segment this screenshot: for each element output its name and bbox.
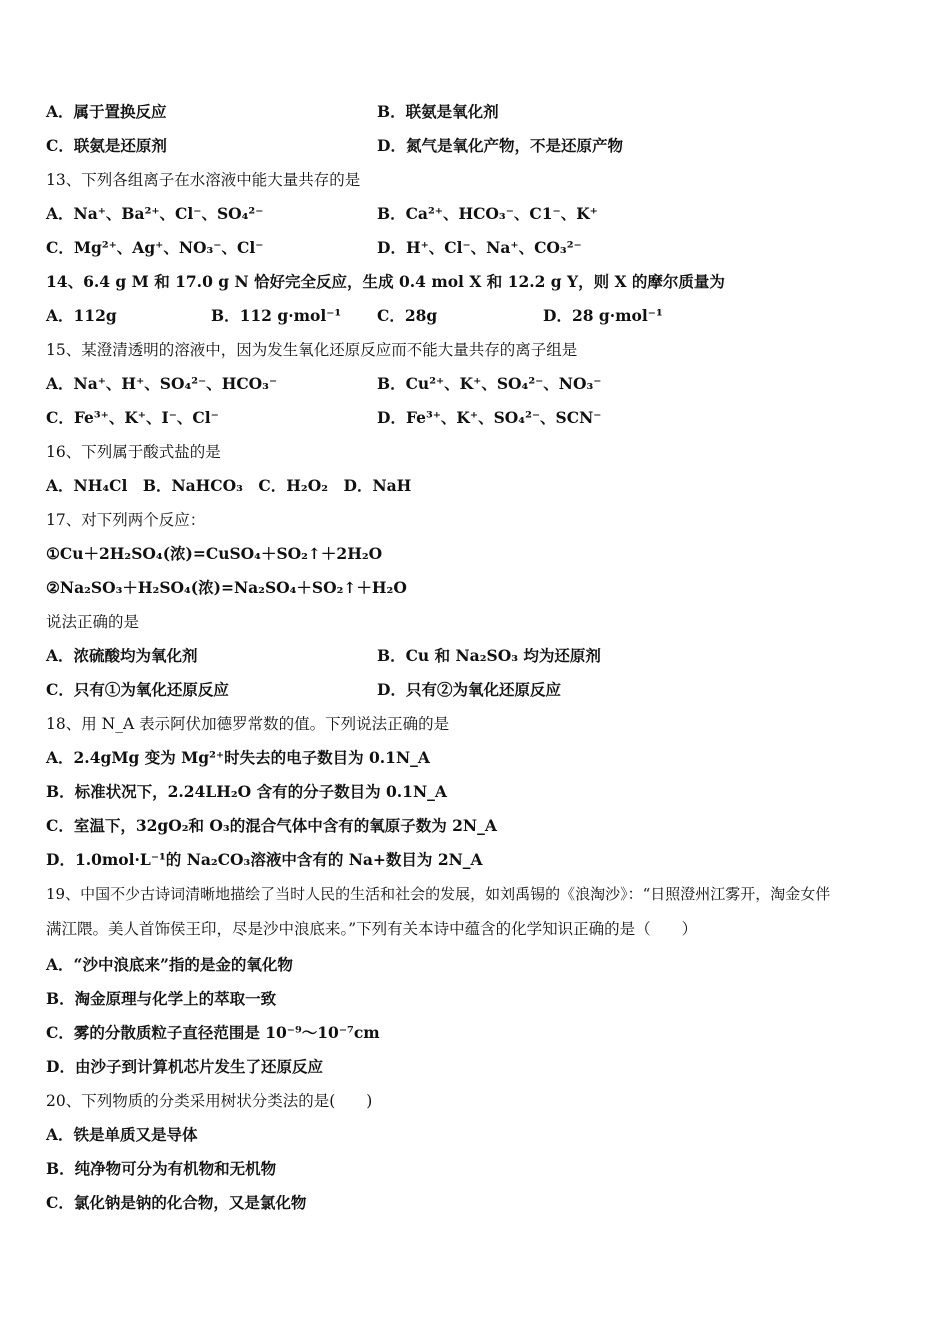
q12-option-a: A．属于置换反应 <box>46 102 167 121</box>
q13-option-c: C．Mg²⁺、Ag⁺、NO₃⁻、Cl⁻ <box>46 238 264 257</box>
q13-option-a: A．Na⁺、Ba²⁺、Cl⁻、SO₄²⁻ <box>46 204 264 223</box>
q17-option-c: C．只有①为氧化还原反应 <box>46 680 229 699</box>
q16-stem: 16、下列属于酸式盐的是 <box>46 443 221 461</box>
q19-option-c: C．雾的分散质粒子直径范围是 10⁻⁹～10⁻⁷cm <box>46 1023 380 1042</box>
q17-option-d: D．只有②为氧化还原反应 <box>377 680 561 699</box>
q12-option-d: D．氮气是氧化产物，不是还原产物 <box>377 136 623 155</box>
q18-option-c: C．室温下，32gO₂和 O₃的混合气体中含有的氧原子数为 2N_A <box>46 816 497 835</box>
q18-option-d: D．1.0mol·L⁻¹的 Na₂CO₃溶液中含有的 Na+数目为 2N_A <box>46 850 483 869</box>
q13-option-d: D．H⁺、Cl⁻、Na⁺、CO₃²⁻ <box>377 238 582 257</box>
q17-reaction-1: ①Cu＋2H₂SO₄(浓)=CuSO₄＋SO₂↑＋2H₂O <box>46 544 383 563</box>
q20-option-c: C．氯化钠是钠的化合物，又是氯化物 <box>46 1193 307 1212</box>
q18-option-a: A．2.4gMg 变为 Mg²⁺时失去的电子数目为 0.1N_A <box>46 748 430 767</box>
q17-lead: 说法正确的是 <box>46 613 140 631</box>
q14-option-a: A．112g <box>46 306 117 325</box>
q15-option-d: D．Fe³⁺、K⁺、SO₄²⁻、SCN⁻ <box>377 408 602 427</box>
q17-stem: 17、对下列两个反应： <box>46 511 206 529</box>
q15-option-b: B．Cu²⁺、K⁺、SO₄²⁻、NO₃⁻ <box>377 374 602 393</box>
q18-stem: 18、用 N_A 表示阿伏加德罗常数的值。下列说法正确的是 <box>46 715 450 733</box>
q18-option-b: B．标准状况下，2.24LH₂O 含有的分子数目为 0.1N_A <box>46 782 447 801</box>
q17-reaction-2: ②Na₂SO₃＋H₂SO₄(浓)=Na₂SO₄＋SO₂↑＋H₂O <box>46 578 407 597</box>
q14-option-d: D．28 g·mol⁻¹ <box>543 306 663 325</box>
q20-option-a: A．铁是单质又是导体 <box>46 1125 198 1144</box>
q20-stem: 20、下列物质的分类采用树状分类法的是( ) <box>46 1092 373 1110</box>
q12-option-c: C．联氨是还原剂 <box>46 136 167 155</box>
q15-option-a: A．Na⁺、H⁺、SO₄²⁻、HCO₃⁻ <box>46 374 278 393</box>
q14-option-c: C．28g <box>377 306 438 325</box>
q19-option-b: B．淘金原理与化学上的萃取一致 <box>46 989 277 1008</box>
q17-option-a: A．浓硫酸均为氧化剂 <box>46 646 198 665</box>
q14-option-b: B．112 g·mol⁻¹ <box>211 306 342 325</box>
q17-option-b: B．Cu 和 Na₂SO₃ 均为还原剂 <box>377 646 601 665</box>
q16-options: A．NH₄Cl B．NaHCO₃ C．H₂O₂ D．NaH <box>46 476 412 495</box>
q19-option-a: A．“沙中浪底来”指的是金的氧化物 <box>46 955 293 974</box>
q14-stem: 14、6.4 g M 和 17.0 g N 恰好完全反应，生成 0.4 mol X 和 12.2 g Y，则 X 的摩尔质量为 <box>46 272 725 291</box>
q19-option-d: D．由沙子到计算机芯片发生了还原反应 <box>46 1057 323 1076</box>
q15-stem: 15、某澄清透明的溶液中，因为发生氧化还原反应而不能大量共存的离子组是 <box>46 341 578 359</box>
q13-stem: 13、下列各组离子在水溶液中能大量共存的是 <box>46 171 361 189</box>
q15-option-c: C．Fe³⁺、K⁺、I⁻、Cl⁻ <box>46 408 219 427</box>
q13-option-b: B．Ca²⁺、HCO₃⁻、C1⁻、K⁺ <box>377 204 598 223</box>
q20-option-b: B．纯净物可分为有机物和无机物 <box>46 1159 277 1178</box>
q19-stem-line-1: 19、中国不少古诗词清晰地描绘了当时人民的生活和社会的发展，如刘禹锡的《浪淘沙》：“日照澄州江雾开，淘金女伴 <box>46 885 831 903</box>
q19-stem-line-2: 满江隈。美人首饰侯王印，尽是沙中浪底来。”下列有关本诗中蕴含的化学知识正确的是（ ） <box>46 920 698 938</box>
q12-option-b: B．联氨是氧化剂 <box>377 102 499 121</box>
